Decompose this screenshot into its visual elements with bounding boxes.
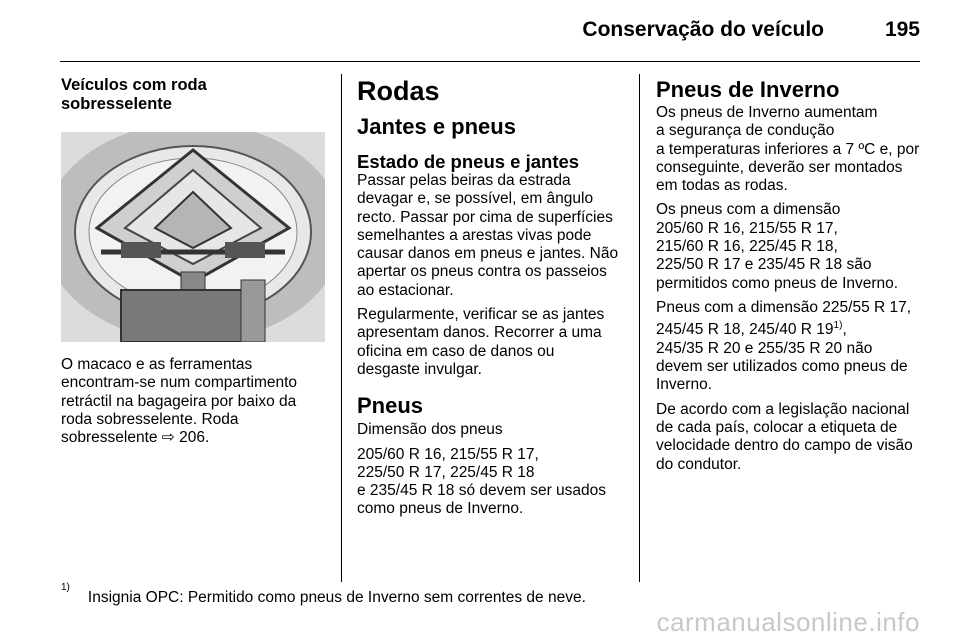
- page-header: [40, 14, 920, 54]
- rodas-heading: Rodas: [357, 76, 440, 106]
- spare-wheel-text: O macaco e as ferramentas encontram-se num compartimento retráctil na bagageira por baixo da roda sobresselente. Roda sobresselente ⇨ 206.: [61, 356, 298, 447]
- header-rule: [60, 61, 920, 62]
- column-1: [61, 76, 325, 453]
- column-3: [656, 76, 926, 480]
- winter-paragraph-3: [656, 299, 926, 395]
- pneus-paragraph-2: 205/60 R 16, 215/55 R 17, 225/50 R 17, 225/45 R 18 e 235/45 R 18 só devem ser usados como pneus de Inverno.: [357, 445, 607, 518]
- estado-heading: Estado de pneus e jantes: [357, 151, 580, 172]
- jantes-heading: Jantes e pneus: [357, 114, 516, 139]
- spare-wheel-jack-illustration: [61, 132, 325, 342]
- pneus-paragraph-1: Dimensão dos pneus: [357, 421, 503, 439]
- estado-paragraph-2: Regularmente, verificar se as jantes apresentam danos. Recorrer a uma oficina em caso de danos ou desgaste invulgar.: [357, 306, 605, 378]
- winter-tyres-heading: Pneus de Inverno: [656, 77, 840, 102]
- winter-paragraph-2: Os pneus com a dimensão 205/60 R 16, 215/55 R 17, 215/60 R 16, 225/45 R 18, 225/50 R 17 e 235/45 R 18 são permitidos como pneus de Inverno.: [656, 201, 899, 292]
- winter-paragraph-1: Os pneus de Inverno aumentam a segurança de condução a temperaturas inferiores a 7 ºC e, por conseguinte, deverão ser montados em todas as rodas.: [656, 104, 920, 195]
- watermark: carmanualsonline.info: [656, 607, 920, 637]
- winter-paragraph-3-start: Pneus com a dimensão 225/55 R 17, 245/45 R 18, 245/40 R 19: [656, 298, 912, 339]
- winter-paragraph-3-end: , 245/35 R 20 e 255/35 R 20 não devem ser utilizados como pneus de Inverno.: [656, 321, 908, 394]
- estado-paragraph-1: Passar pelas beiras da estrada devagar e, se possível, em ângulo recto. Passar por cima de superfícies semelhantes a arestas vivas pode causar danos em pneus e jantes. Não apertar os pneus contra os passeios ao estacionar.: [357, 172, 619, 299]
- pneus-heading: Pneus: [357, 393, 424, 419]
- footnote-reference[interactable]: 1): [833, 320, 843, 332]
- column-2: [357, 76, 623, 525]
- column-divider-1: [341, 74, 342, 582]
- jack-illustration-svg: [61, 132, 325, 342]
- spare-wheel-heading: Veículos com roda sobresselente: [61, 76, 207, 113]
- footnote: [61, 582, 586, 607]
- page-number: 195: [884, 18, 920, 41]
- winter-paragraph-4: De acordo com a legislação nacional de cada país, colocar a etiqueta de velocidade dentro do campo de visão do condutor.: [656, 400, 913, 473]
- column-divider-2: [639, 74, 640, 582]
- footnote-text: Insignia OPC: Permitido como pneus de Inverno sem correntes de neve.: [87, 589, 586, 607]
- footnote-marker: 1): [61, 582, 70, 593]
- header-title: Conservação do veículo: [582, 18, 824, 41]
